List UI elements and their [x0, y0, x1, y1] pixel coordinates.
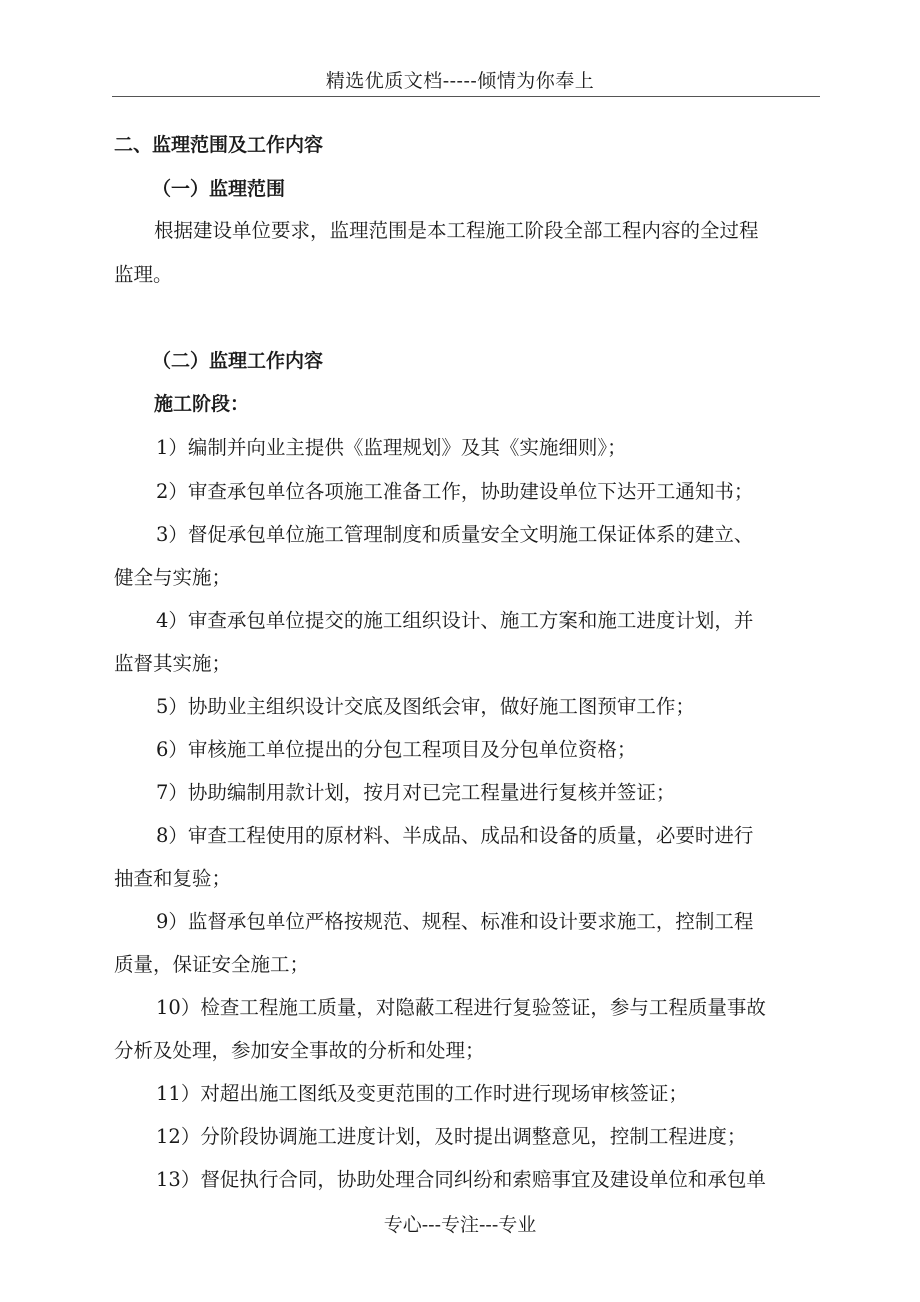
page-footer: 专心---专注---专业 [383, 1214, 537, 1236]
list-item-11: 11）对超出施工图纸及变更范围的工作时进行现场审核签证； [156, 1082, 688, 1105]
list-item-8-line1: 8）审查工程使用的原材料、半成品、成品和设备的质量，必要时进行 [156, 824, 754, 847]
subsection-title-scope: （一）监理范围 [152, 178, 286, 200]
list-item-9-line2: 质量，保证安全施工； [114, 953, 310, 976]
list-item-8-line2: 抽查和复验； [114, 867, 232, 890]
page-header: 精选优质文档-----倾情为你奉上 [325, 70, 595, 92]
scope-paragraph-line2: 监理。 [114, 263, 173, 286]
list-item-12: 12）分阶段协调施工进度计划，及时提出调整意见，控制工程进度； [156, 1125, 747, 1148]
list-item-13: 13）督促执行合同，协助处理合同纠纷和索赔事宜及建设单位和承包单 [156, 1168, 766, 1191]
list-item-4-line2: 监督其实施； [114, 652, 232, 675]
list-item-2: 2）审查承包单位各项施工准备工作，协助建设单位下达开工通知书； [156, 480, 754, 503]
list-item-10-line2: 分析及处理，参加安全事故的分析和处理； [114, 1039, 485, 1062]
stage-label: 施工阶段： [154, 393, 250, 415]
list-item-3-line1: 3）督促承包单位施工管理制度和质量安全文明施工保证体系的建立、 [156, 523, 754, 546]
scope-paragraph-line1: 根据建设单位要求，监理范围是本工程施工阶段全部工程内容的全过程 [154, 219, 759, 242]
list-item-6: 6）审核施工单位提出的分包工程项目及分包单位资格； [156, 738, 637, 761]
list-item-10-line1: 10）检查工程施工质量，对隐蔽工程进行复验签证，参与工程质量事故 [156, 996, 766, 1019]
list-item-7: 7）协助编制用款计划，按月对已完工程量进行复核并签证； [156, 781, 676, 804]
list-item-1: 1）编制并向业主提供《监理规划》及其《实施细则》； [156, 436, 627, 459]
list-item-4-line1: 4）审查承包单位提交的施工组织设计、施工方案和施工进度计划，并 [156, 609, 754, 632]
section-title: 二、监理范围及工作内容 [114, 134, 324, 156]
header-divider [112, 96, 820, 97]
list-item-5: 5）协助业主组织设计交底及图纸会审，做好施工图预审工作； [156, 695, 695, 718]
subsection-title-work: （二）监理工作内容 [152, 350, 324, 372]
list-item-9-line1: 9）监督承包单位严格按规范、规程、标准和设计要求施工，控制工程 [156, 910, 754, 933]
list-item-3-line2: 健全与实施； [114, 566, 232, 589]
